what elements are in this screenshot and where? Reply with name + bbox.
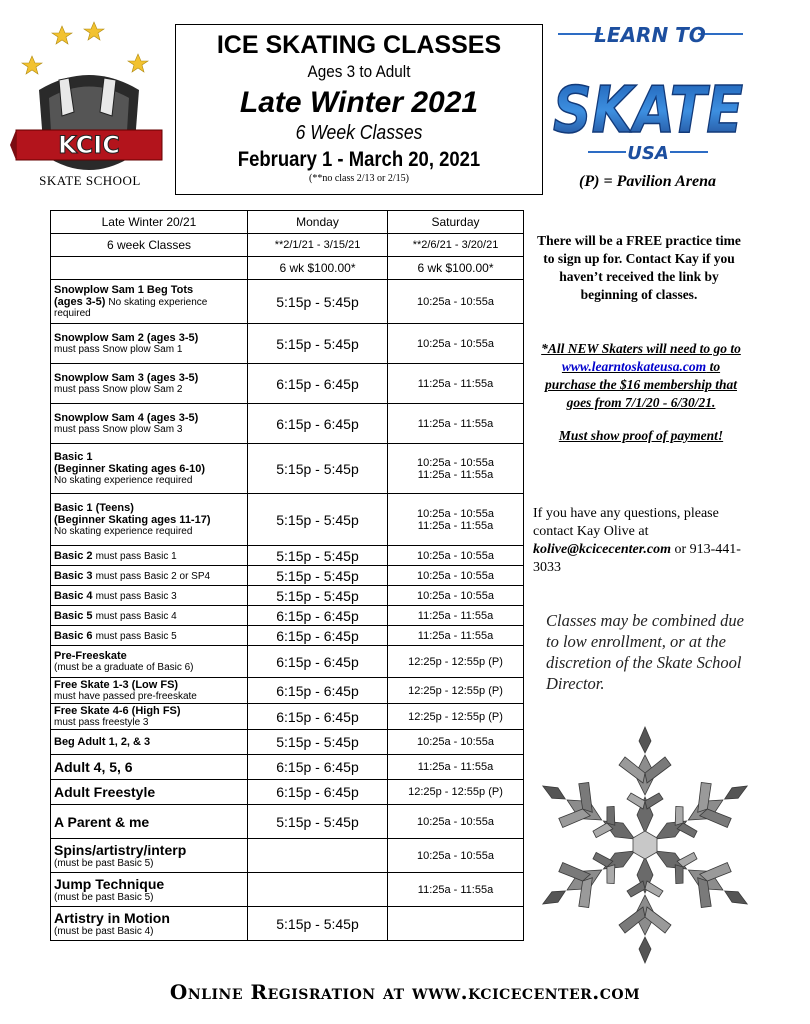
class-name: Basic 1 (Teens)	[54, 502, 134, 514]
class-name-cell	[51, 280, 248, 324]
saturday-time: 12:25p - 12:55p (P)	[388, 780, 524, 805]
saturday-time-1: 10:25a - 10:55a	[416, 456, 495, 469]
class-prereq: No skating experience required	[54, 526, 193, 537]
class-name-cell	[51, 494, 248, 546]
class-name-cell	[51, 546, 248, 566]
class-name: Basic 4	[54, 589, 93, 602]
class-name-cell	[51, 678, 248, 704]
table-row	[51, 280, 524, 324]
table-row	[51, 704, 524, 730]
monday-time: 5:15p - 5:45p	[248, 324, 388, 364]
ages-subtitle: Ages 3 to Adult	[307, 62, 411, 81]
saturday-time: 12:25p - 12:55p (P)	[388, 646, 524, 678]
contact-email[interactable]: kolive@kcicecenter.com	[533, 542, 671, 557]
season-header: Late Winter 20/21	[51, 211, 248, 234]
class-prereq: must pass Snow plow Sam 3	[54, 424, 183, 435]
lts-main-text: SKATE	[553, 74, 743, 148]
classes-combined-note: Classes may be combined due to low enrollment, or at the discretion of the Skate School Director.	[546, 611, 744, 693]
class-name-cell	[51, 839, 248, 873]
saturday-time: 11:25a - 11:55a	[388, 606, 524, 626]
class-name-cell	[51, 626, 248, 646]
table-row	[51, 586, 524, 606]
monday-time: 6:15p - 6:45p	[248, 404, 388, 444]
saturday-time: 12:25p - 12:55p (P)	[388, 704, 524, 730]
monday-time: 6:15p - 6:45p	[248, 780, 388, 805]
table-row	[51, 546, 524, 566]
monday-price: 6 wk $100.00*	[248, 257, 388, 280]
class-prereq: (must be a graduate of Basic 6)	[54, 662, 194, 673]
saturday-time	[388, 494, 524, 546]
saturday-time: 11:25a - 11:55a	[388, 755, 524, 780]
table-row	[51, 494, 524, 546]
lts-top-text: LEARN TO	[594, 23, 706, 47]
class-name: Adult Freestyle	[54, 784, 156, 800]
session-dates: February 1 - March 20, 2021	[237, 148, 481, 171]
class-name-cell	[51, 805, 248, 839]
table-row	[51, 780, 524, 805]
class-prereq: must pass Basic 4	[95, 610, 177, 622]
class-name-cell	[51, 780, 248, 805]
saturday-time: 10:25a - 10:55a	[388, 839, 524, 873]
saturday-time-1: 10:25a - 10:55a	[416, 507, 495, 520]
class-name: Basic 5	[54, 609, 93, 622]
monday-header: Monday	[248, 211, 388, 234]
kcic-logo-text: KCIC	[58, 131, 120, 159]
class-name: Jump Technique	[54, 876, 165, 892]
class-schedule-table	[50, 210, 524, 941]
monday-time: 5:15p - 5:45p	[248, 280, 388, 324]
class-name: Snowplow Sam 3 (ages 3-5)	[54, 372, 199, 384]
table-row	[51, 839, 524, 873]
class-name-cell	[51, 404, 248, 444]
monday-dates: **2/1/21 - 3/15/21	[248, 234, 388, 257]
new-skaters-text-2: to purchase the $16 membership that goes from 7/1/20 - 6/30/21.	[544, 359, 738, 410]
saturday-time: 11:25a - 11:55a	[388, 404, 524, 444]
monday-time: 5:15p - 5:45p	[248, 546, 388, 566]
questions-text-2: or 913-441-3033	[533, 542, 741, 575]
monday-time: 5:15p - 5:45p	[248, 494, 388, 546]
monday-time: 5:15p - 5:45p	[248, 907, 388, 941]
saturday-time: 10:25a - 10:55a	[388, 546, 524, 566]
class-name-cell	[51, 730, 248, 755]
class-prereq: must pass Basic 2 or SP4	[95, 570, 211, 582]
online-registration-footer: Online Regisration at www.kcicecenter.com	[169, 980, 641, 1004]
class-name: A Parent & me	[54, 813, 150, 830]
class-name-line2: (Beginner Skating ages 6-10)	[54, 463, 205, 475]
monday-time: 5:15p - 5:45p	[248, 444, 388, 494]
class-name-cell	[51, 586, 248, 606]
class-name-cell	[51, 606, 248, 626]
monday-time: 6:15p - 6:45p	[248, 626, 388, 646]
class-prereq: must pass freestyle 3	[54, 717, 149, 728]
class-name: Basic 2	[54, 549, 93, 562]
pavilion-legend: (P) = Pavilion Arena	[579, 173, 716, 190]
page-title: ICE SKATING CLASSES	[216, 31, 502, 59]
table-row	[51, 566, 524, 586]
new-skaters-notice	[535, 340, 747, 412]
monday-time: 5:15p - 5:45p	[248, 730, 388, 755]
season-title: Late Winter 2021	[239, 86, 479, 119]
lts-bottom-text: USA	[627, 143, 669, 164]
proof-of-payment-note: Must show proof of payment!	[558, 428, 724, 443]
table-row	[51, 606, 524, 626]
class-name: Free Skate 4-6 (High FS)	[54, 705, 181, 717]
table-row	[51, 678, 524, 704]
no-class-note: (**no class 2/13 or 2/15)	[309, 173, 409, 184]
monday-time: 5:15p - 5:45p	[248, 805, 388, 839]
monday-time: 6:15p - 6:45p	[248, 606, 388, 626]
table-dates-row	[51, 234, 524, 257]
class-name-cell	[51, 324, 248, 364]
table-row	[51, 364, 524, 404]
learntoskate-link[interactable]: www.learntoskateusa.com	[561, 359, 707, 374]
new-skaters-text-1: *All NEW Skaters will need to go to	[541, 341, 741, 356]
table-row	[51, 324, 524, 364]
blank-cell	[51, 257, 248, 280]
table-row	[51, 646, 524, 678]
class-prereq: (must be past Basic 5)	[54, 892, 154, 903]
table-row	[51, 907, 524, 941]
saturday-time: 10:25a - 10:55a	[388, 730, 524, 755]
saturday-time: 12:25p - 12:55p (P)	[388, 678, 524, 704]
class-name: Basic 6	[54, 629, 93, 642]
table-row	[51, 755, 524, 780]
class-prereq: must have passed pre-freeskate	[54, 691, 197, 702]
saturday-time: 10:25a - 10:55a	[388, 280, 524, 324]
class-name: Snowplow Sam 2 (ages 3-5)	[54, 332, 199, 344]
class-prereq: No skating experience	[108, 297, 208, 308]
class-name-line2: (Beginner Skating ages 11-17)	[54, 514, 211, 526]
saturday-price: 6 wk $100.00*	[388, 257, 524, 280]
monday-time: 6:15p - 6:45p	[248, 704, 388, 730]
class-name: Beg Adult 1, 2, & 3	[54, 736, 151, 748]
table-row	[51, 444, 524, 494]
monday-time: 6:15p - 6:45p	[248, 364, 388, 404]
monday-time	[248, 873, 388, 907]
snowflake-icon	[530, 720, 760, 970]
class-name: Adult 4, 5, 6	[54, 759, 133, 775]
learn-to-skate-usa-logo	[548, 22, 748, 162]
class-name-cell	[51, 755, 248, 780]
class-name: Snowplow Sam 1 Beg Tots	[54, 284, 194, 296]
class-name-cell	[51, 704, 248, 730]
table-row	[51, 626, 524, 646]
monday-time: 6:15p - 6:45p	[248, 755, 388, 780]
class-prereq: must pass Snow plow Sam 2	[54, 384, 183, 395]
class-prereq: (must be past Basic 5)	[54, 858, 154, 869]
class-name-cell	[51, 907, 248, 941]
class-name: Pre-Freeskate	[54, 650, 127, 662]
saturday-time-2: 11:25a - 11:55a	[417, 468, 494, 481]
table-header-row	[51, 211, 524, 234]
class-name-cell	[51, 566, 248, 586]
contact-info	[533, 505, 753, 577]
table-row	[51, 730, 524, 755]
monday-time: 5:15p - 5:45p	[248, 566, 388, 586]
class-name: Free Skate 1-3 (Low FS)	[54, 679, 179, 691]
saturday-time: 10:25a - 10:55a	[388, 805, 524, 839]
class-prereq: must pass Basic 1	[95, 550, 177, 562]
title-box	[175, 24, 543, 195]
class-name: Artistry in Motion	[54, 910, 170, 926]
table-row	[51, 873, 524, 907]
saturday-time: 10:25a - 10:55a	[388, 566, 524, 586]
class-name-line2: (ages 3-5) No skating experience	[54, 296, 208, 308]
monday-time	[248, 839, 388, 873]
class-prereq: (must be past Basic 4)	[54, 926, 154, 937]
saturday-time: 11:25a - 11:55a	[388, 364, 524, 404]
classes-header: 6 week Classes	[51, 234, 248, 257]
saturday-time-2: 11:25a - 11:55a	[417, 519, 494, 532]
class-name-cell	[51, 873, 248, 907]
class-name-cell	[51, 444, 248, 494]
class-prereq: must pass Snow plow Sam 1	[54, 344, 183, 355]
class-name-cell	[51, 364, 248, 404]
skate-school-label: SKATE SCHOOL	[39, 173, 141, 188]
kcic-skate-school-logo	[14, 20, 164, 195]
saturday-header: Saturday	[388, 211, 524, 234]
free-practice-note: There will be a FREE practice time to sign up for. Contact Kay if you haven’t received the link by beginning of classes.	[537, 233, 741, 302]
saturday-time	[388, 907, 524, 941]
saturday-time: 10:25a - 10:55a	[388, 324, 524, 364]
saturday-dates: **2/6/21 - 3/20/21	[388, 234, 524, 257]
weeks-subtitle: 6 Week Classes	[295, 122, 423, 144]
class-name: Basic 3	[54, 569, 93, 582]
table-price-row	[51, 257, 524, 280]
monday-time: 5:15p - 5:45p	[248, 586, 388, 606]
saturday-time: 10:25a - 10:55a	[388, 586, 524, 606]
class-prereq: must pass Basic 5	[95, 630, 177, 642]
class-name: Snowplow Sam 4 (ages 3-5)	[54, 412, 199, 424]
class-name-cell	[51, 646, 248, 678]
class-prereq-line2: required	[54, 308, 91, 319]
monday-time: 6:15p - 6:45p	[248, 646, 388, 678]
class-name: Basic 1	[54, 451, 93, 463]
class-prereq: must pass Basic 3	[95, 590, 177, 602]
class-name: Spins/artistry/interp	[54, 842, 187, 858]
table-row	[51, 805, 524, 839]
class-prereq: No skating experience required	[54, 475, 193, 486]
saturday-time	[388, 444, 524, 494]
table-row	[51, 404, 524, 444]
monday-time: 6:15p - 6:45p	[248, 678, 388, 704]
saturday-time: 11:25a - 11:55a	[388, 626, 524, 646]
saturday-time: 11:25a - 11:55a	[388, 873, 524, 907]
questions-text-1: If you have any questions, please contact Kay Olive at	[533, 506, 719, 539]
